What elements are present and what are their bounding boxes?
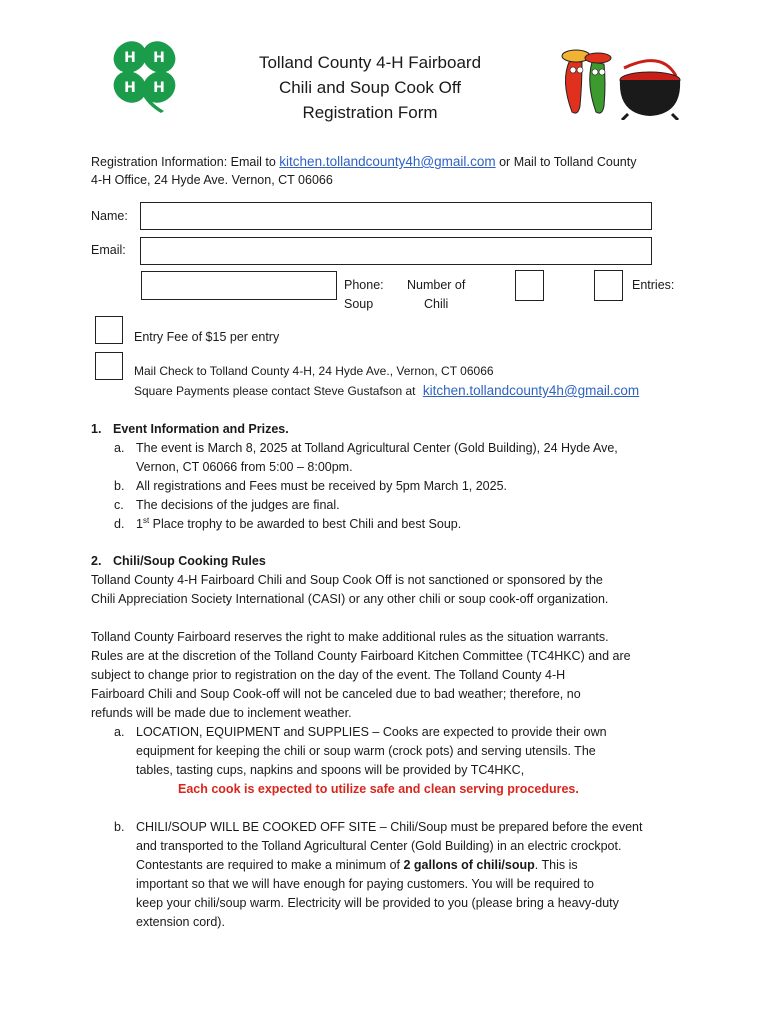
email-field[interactable] — [140, 237, 652, 265]
section-2-item-b: b. CHILI/SOUP WILL BE COOKED OFF SITE – Chili/Soup must be prepared before the event and transported to the Tolland Agricultural Center (Gold Building) in an electric crockpot. Contestants are required to make a minimum of 2 gallons of chili/soup. This is important so that we will have enough for paying customers. You will be required to keep your chili/soup warm. Electricity will be provided to you (please bring a heavy-duty extension cord). — [114, 820, 643, 929]
section-2-item-a: a. LOCATION, EQUIPMENT and SUPPLIES – Cooks are expected to provide their own equipment for keeping the chili or soup warm (crock pots) and serving utensils. The tables, tasting cups, napkins and spoons will be provided by TC4HKC, — [114, 725, 607, 777]
number-of-chili-label: Number of Chili — [407, 278, 466, 311]
registration-info: Registration Information: Email to kitchen.tollandcounty4h@gmail.com or Mail to Tolland County — [91, 154, 637, 169]
section-2-heading: 2. Chili/Soup Cooking Rules — [91, 554, 266, 568]
phone-label: Phone: Soup — [344, 278, 384, 311]
chili-pot-illustration — [552, 40, 684, 120]
square-payments-text: Square Payments please contact Steve Gustafson at kitchen.tollandcounty4h@gmail.com — [134, 383, 640, 398]
section-2-paragraph-1: Tolland County 4-H Fairboard Chili and Soup Cook Off is not sanctioned or sponsored by the Chili Appreciation Society International (CASI) or any other chili or soup cook-off organization. — [91, 573, 609, 606]
entries-label: Entries: — [632, 278, 675, 292]
registration-address: 4-H Office, 24 Hyde Ave. Vernon, CT 06066 — [91, 173, 333, 187]
logo-letter: H — [124, 80, 136, 96]
list-item: b. All registrations and Fees must be received by 5pm March 1, 2025. — [114, 479, 508, 493]
section-2-paragraph-2: Tolland County Fairboard reserves the right to make additional rules as the situation warrants. Rules are at the discretion of the Tolland County Fairboard Kitchen Committee (TC4HKC) and are subject to change prior to registration on the day of the event. The Tolland County 4-H Fairboard Chili and Soup Cook-off will not be canceled due to bad weather; therefore, no refunds will be made due to inclement weather. — [91, 630, 631, 720]
name-label: Name: — [91, 209, 128, 223]
page-title: Tolland County 4-H Fairboard Chili and Soup Cook Off Registration Form — [258, 53, 482, 122]
entry-fee-text: Entry Fee of $15 per entry — [134, 330, 280, 344]
cauldron-icon — [620, 61, 680, 120]
mail-check-checkbox[interactable] — [95, 352, 123, 380]
mail-check-text: Mail Check to Tolland County 4-H, 24 Hyde Ave., Vernon, CT 06066 — [134, 364, 494, 378]
square-email-link[interactable]: kitchen.tollandcounty4h@gmail.com — [422, 383, 640, 398]
list-item-continued: Vernon, CT 06066 from 5:00 – 8:00pm. — [136, 460, 353, 474]
logo-letter: H — [153, 50, 165, 66]
chili-count-field[interactable] — [515, 270, 544, 301]
email-label: Email: — [91, 243, 126, 257]
logo-letter: H — [124, 50, 136, 66]
list-item: c. The decisions of the judges are final. — [114, 498, 340, 512]
email-link[interactable]: kitchen.tollandcounty4h@gmail.com — [279, 154, 496, 169]
green-pepper-icon — [585, 53, 611, 113]
name-field[interactable] — [140, 202, 652, 230]
section-1-heading: 1. Event Information and Prizes. — [91, 422, 289, 436]
list-item: d. 1st Place trophy to be awarded to best Chili and best Soup. — [114, 515, 462, 531]
soup-count-field[interactable] — [594, 270, 623, 301]
entry-fee-checkbox[interactable] — [95, 316, 123, 344]
phone-field[interactable] — [141, 271, 337, 300]
logo-letter: H — [153, 80, 165, 96]
safety-notice: Each cook is expected to utilize safe and clean serving procedures. — [178, 782, 579, 796]
list-item: a. The event is March 8, 2025 at Tolland Agricultural Center (Gold Building), 24 Hyde Ave, — [114, 441, 618, 455]
4h-clover-logo — [104, 35, 188, 115]
section-1-list — [114, 439, 618, 534]
